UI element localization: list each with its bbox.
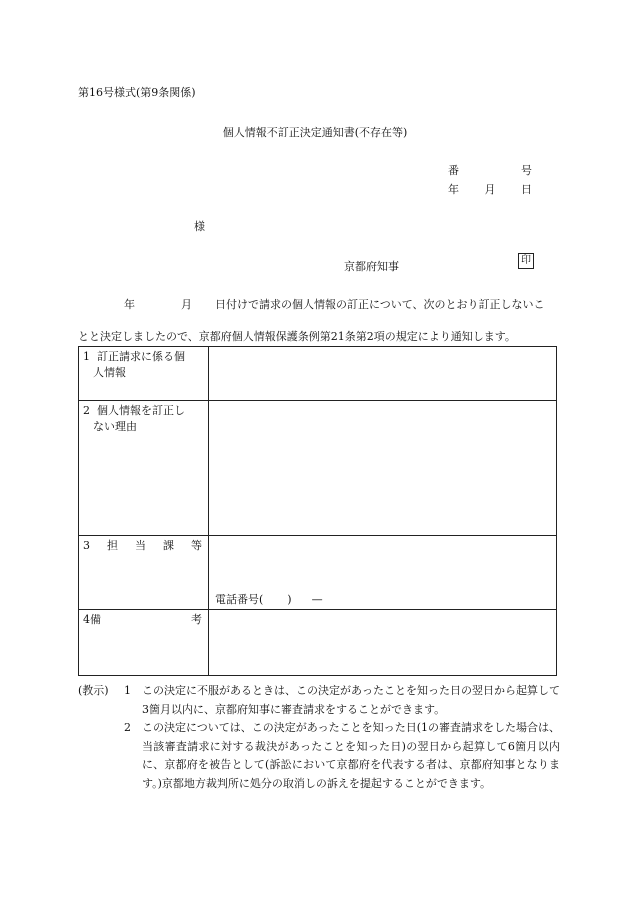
- row-number: 2: [83, 404, 90, 417]
- seal-stamp: 印: [518, 253, 534, 269]
- label-char: 備: [90, 613, 101, 626]
- label-spread: [83, 538, 204, 554]
- label-text: 個人情報を訂正し: [97, 404, 185, 417]
- table-row-remarks: [79, 610, 557, 676]
- body-text-1: 日付けで請求の個人情報の訂正について、次のとおり訂正しないこ: [215, 298, 545, 311]
- document-title: 個人情報不訂正決定通知書(不存在等): [222, 126, 408, 139]
- label-char: 当: [135, 539, 146, 552]
- number-suffix: 号: [521, 164, 532, 177]
- row-number: 3: [83, 539, 90, 552]
- label-spread: [83, 612, 204, 628]
- row-number: 4: [83, 613, 90, 626]
- label-remarks: [79, 610, 209, 676]
- number-label: 番: [448, 164, 459, 177]
- instruction-item: [78, 719, 560, 793]
- label-section: [79, 536, 209, 610]
- phone-close: ): [287, 593, 292, 606]
- date-day: 日: [521, 183, 532, 196]
- phone-label: 電話番号(: [215, 593, 264, 606]
- instructions-header: (教示): [78, 684, 109, 697]
- body-month: 月: [181, 298, 192, 311]
- label-char: 課: [163, 539, 174, 552]
- phone-number-line: [215, 591, 323, 607]
- instruction-text: この決定については、この決定があったことを知った日(1の審査請求をした場合は、当該審査請求に対する裁決があったことを知った日)の翌日から起算して6箇月以内に、京都府を被告として(訴訟において京都府を代表する者は、京都府知事となります。)京都地方裁判所に処分の取消しの訴えを提起することができます。: [142, 721, 560, 790]
- label-char: 等: [191, 539, 202, 552]
- row-number: 1: [83, 350, 90, 363]
- instruction-number: 1: [124, 684, 131, 697]
- instructions-section: [78, 682, 560, 793]
- instruction-text: この決定に不服があるときは、この決定があったことを知った日の翌日から起算して3箇月以内に、京都府知事に審査請求をすることができます。: [142, 684, 560, 716]
- label-spacer: [101, 612, 191, 628]
- label-text-cont: ない理由: [93, 420, 137, 433]
- label-char: 考: [191, 613, 202, 626]
- label-text-cont: 人情報: [93, 366, 126, 379]
- value-section: [209, 536, 557, 610]
- body-paragraph-line2: とと決定しましたので、京都府個人情報保護条例第21条第2項の規定により通知します。: [78, 330, 516, 343]
- date-line: [448, 181, 532, 197]
- value-remarks: [209, 610, 557, 676]
- document-number-line: [448, 162, 532, 178]
- issuer-name: 京都府知事: [344, 260, 399, 273]
- label-char: 担: [107, 539, 118, 552]
- form-code: 第16号様式(第9条関係): [78, 86, 196, 99]
- phone-dash: —: [311, 593, 323, 606]
- body-paragraph-line1: [78, 296, 557, 312]
- table-row-request-info: [79, 347, 557, 401]
- table-row-section: [79, 536, 557, 610]
- date-month: 月: [484, 183, 496, 196]
- table-row-reason: [79, 401, 557, 536]
- addressee-suffix: 様: [194, 220, 205, 233]
- instruction-item: [78, 682, 560, 719]
- label-request-info: [79, 347, 209, 401]
- date-year: 年: [448, 183, 459, 196]
- body-year: 年: [124, 298, 135, 311]
- decision-table: [78, 346, 557, 676]
- instruction-number: 2: [124, 721, 131, 734]
- label-reason: [79, 401, 209, 536]
- value-reason: [209, 401, 557, 536]
- value-request-info: [209, 347, 557, 401]
- label-text: 訂正請求に係る個: [97, 350, 185, 363]
